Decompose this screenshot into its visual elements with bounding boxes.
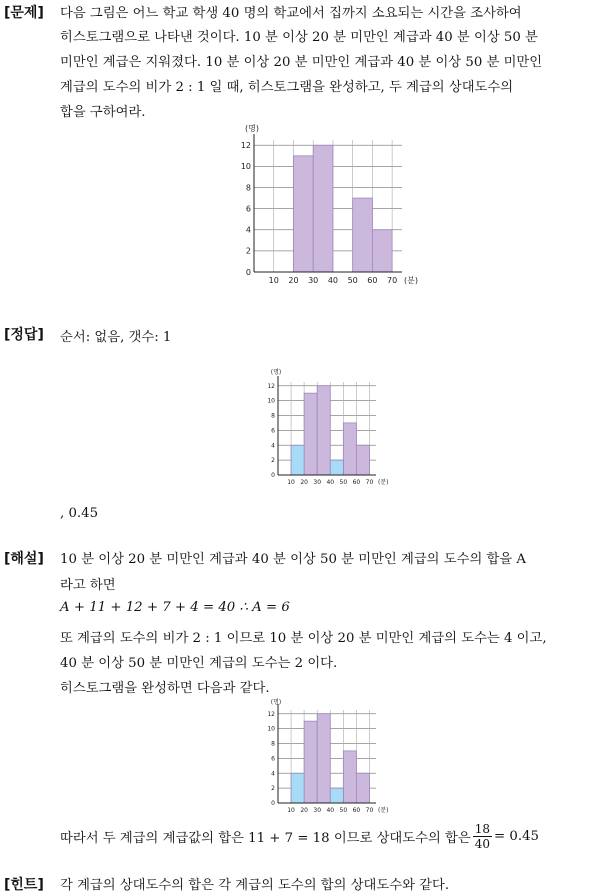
x-tick-label: 40	[326, 479, 335, 486]
x-tick-label: 30	[313, 807, 322, 814]
histogram-bar	[304, 721, 317, 803]
x-tick-label: 60	[367, 276, 378, 285]
histogram-bar	[353, 198, 373, 272]
histogram-bar	[330, 788, 343, 803]
histogram-bar	[343, 751, 356, 803]
y-axis-label: (명)	[245, 124, 259, 133]
y-tick-label: 4	[245, 225, 251, 235]
y-tick-label: 6	[271, 755, 275, 763]
y-tick-label: 2	[245, 246, 251, 256]
y-tick-label: 2	[271, 785, 275, 793]
histogram-bar	[304, 393, 317, 475]
problem-tag: [문제]	[4, 5, 44, 21]
x-tick-label: 20	[300, 807, 308, 814]
problem-line: 다음 그림은 어느 학교 학생 40 명의 학교에서 집까지 소요되는 시간을 조사하여	[60, 6, 522, 21]
x-tick-label: 60	[352, 807, 361, 814]
y-tick-label: 0	[271, 800, 275, 808]
histogram-bar	[356, 773, 369, 803]
hint-tag: [힌트]	[4, 877, 44, 893]
problem-line: 미만인 계급은 지워졌다. 10 분 이상 20 분 미만인 계급과 40 분 이상 50 분 미만인	[60, 55, 543, 70]
y-tick-label: 10	[240, 162, 251, 172]
explanation-line: 10 분 이상 20 분 미만인 계급과 40 분 이상 50 분 미만인 계급의 도수의 합을 A	[60, 552, 527, 567]
problem-line: 히스토그램으로 나타낸 것이다. 10 분 이상 20 분 미만인 계급과 40 분 이상 50 분	[60, 30, 538, 45]
histogram-bar	[356, 445, 369, 475]
explanation-line: 히스토그램을 완성하면 다음과 같다.	[60, 681, 270, 696]
x-tick-label: 70	[365, 807, 374, 814]
x-tick-label: 30	[308, 276, 319, 285]
hint-line: 각 계급의 상대도수의 합은 각 계급의 도수의 합의 상대도수와 같다.	[60, 878, 450, 893]
y-tick-label: 6	[271, 427, 275, 435]
y-tick-label: 2	[271, 457, 275, 465]
y-tick-label: 10	[267, 397, 275, 405]
answer-line: 순서: 없음, 갯수: 1	[60, 330, 172, 345]
answer-tag: [정답]	[4, 327, 44, 343]
histogram-bar	[317, 714, 330, 803]
y-tick-label: 12	[267, 710, 275, 718]
y-tick-label: 8	[271, 740, 275, 748]
explanation-tag: [해설]	[4, 551, 44, 567]
x-tick-label: 40	[327, 276, 339, 285]
fraction-denominator: 40	[474, 837, 491, 851]
x-tick-label: 10	[287, 807, 295, 814]
x-tick-label: 50	[339, 479, 348, 486]
fraction-numerator: 18	[474, 822, 491, 836]
histogram-bar	[343, 423, 356, 475]
y-tick-label: 12	[267, 382, 275, 390]
x-tick-label: 70	[387, 276, 398, 285]
problem-line: 합을 구하여라.	[60, 105, 146, 120]
explanation-line: 라고 하면	[60, 578, 116, 593]
x-tick-label: 50	[339, 807, 348, 814]
explanation-equation: A + 11 + 12 + 7 + 4 = 40 ∴ A = 6	[60, 600, 290, 615]
y-axis-label: (명)	[270, 699, 282, 706]
histogram-bar	[313, 145, 333, 272]
histogram-bar	[291, 445, 304, 475]
y-tick-label: 10	[267, 725, 275, 733]
answer-value: , 0.45	[60, 506, 99, 521]
y-tick-label: 6	[245, 204, 251, 214]
answer-histogram	[262, 367, 402, 489]
conclusion-text: 따라서 두 계급의 계급값의 합은 11 + 7 = 18 이므로 상대도수의 합은	[60, 831, 471, 846]
fraction	[473, 822, 492, 851]
x-tick-label: 20	[288, 276, 299, 285]
y-tick-label: 8	[245, 183, 251, 193]
y-tick-label: 12	[240, 141, 251, 151]
x-axis-label: (분)	[378, 807, 389, 814]
y-tick-label: 0	[271, 472, 275, 480]
y-tick-label: 4	[271, 442, 275, 450]
histogram-bar	[372, 230, 392, 272]
problem-histogram	[232, 122, 422, 292]
explanation-line: 40 분 이상 50 분 미만인 계급의 도수는 2 이다.	[60, 656, 338, 671]
x-axis-label: (분)	[404, 276, 418, 285]
x-axis-label: (분)	[378, 479, 389, 486]
x-tick-label: 40	[326, 807, 335, 814]
x-tick-label: 60	[352, 479, 361, 486]
x-tick-label: 10	[268, 276, 279, 285]
conclusion-result: = 0.45	[494, 829, 539, 844]
explanation-histogram	[262, 697, 402, 815]
x-tick-label: 70	[365, 479, 374, 486]
problem-line: 계급의 도수의 비가 2 : 1 일 때, 히스토그램을 완성하고, 두 계급의 상대도수의	[60, 80, 514, 95]
x-tick-label: 50	[347, 276, 358, 285]
y-tick-label: 0	[245, 267, 251, 277]
histogram-bar	[293, 156, 313, 272]
explanation-line: 또 계급의 도수의 비가 2 : 1 이므로 10 분 이상 20 분 미만인 계급의 도수는 4 이고,	[60, 631, 547, 646]
x-tick-label: 10	[287, 479, 295, 486]
histogram-bar	[291, 773, 304, 803]
y-tick-label: 8	[271, 412, 275, 420]
x-tick-label: 30	[313, 479, 322, 486]
histogram-bar	[330, 460, 343, 475]
y-axis-label: (명)	[270, 369, 282, 376]
y-tick-label: 4	[271, 770, 275, 778]
explanation-conclusion	[60, 822, 539, 851]
histogram-bar	[317, 386, 330, 475]
x-tick-label: 20	[300, 479, 308, 486]
